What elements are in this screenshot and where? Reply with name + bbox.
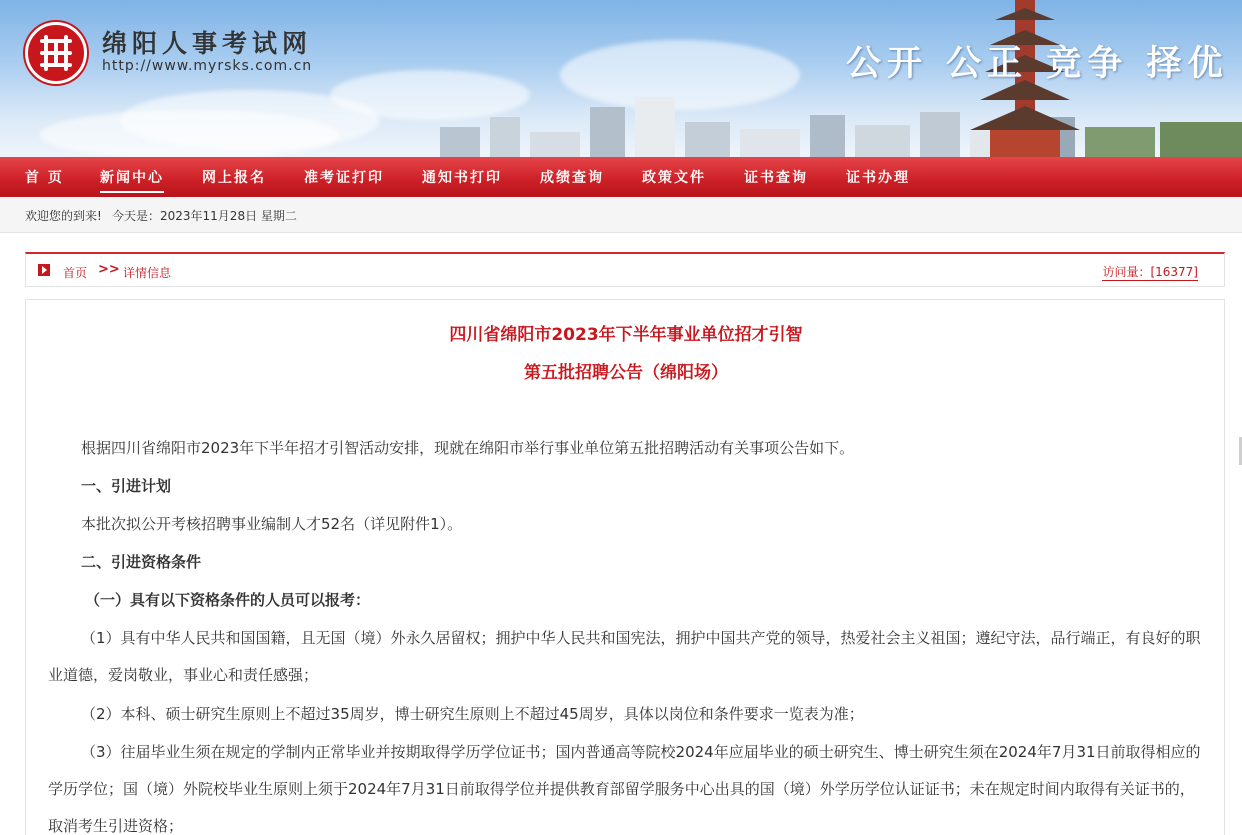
visit-count: 访问量：[16377]: [1102, 265, 1198, 279]
breadcrumb-separator: >>: [98, 262, 120, 277]
breadcrumb-home-link[interactable]: 首页: [63, 266, 88, 280]
banner-cloud: [40, 110, 340, 157]
site-url: http://www.myrsks.com.cn: [102, 58, 313, 74]
myrsks-logo-icon[interactable]: [25, 22, 87, 84]
main-nav: [0, 157, 1242, 197]
header-banner: [0, 0, 1242, 157]
nav-item-policy-documents[interactable]: 政策文件: [642, 170, 706, 186]
section1-text: 本批次拟公开考核招聘事业编制人才52名（详见附件1）。: [81, 515, 463, 533]
breadcrumb: [25, 252, 1225, 287]
nav-item-certificate-query[interactable]: 证书查询: [744, 170, 808, 186]
welcome-bar: [0, 197, 1242, 233]
section1-heading: 一、引进计划: [81, 477, 172, 495]
nav-item-news[interactable]: 新闻中心: [100, 167, 164, 193]
nav-item-score-query[interactable]: 成绩查询: [540, 170, 604, 186]
today-date: 今天是：2023年11月28日 星期二: [112, 209, 297, 223]
nav-item-certificate-handling[interactable]: 证书办理: [846, 170, 910, 186]
article-intro-paragraph: 根据四川省绵阳市2023年下半年招才引智活动安排，现就在绵阳市举行事业单位第五批招聘活动有关事项公告如下。: [81, 439, 855, 457]
site-name[interactable]: 绵阳人事考试网: [102, 29, 313, 58]
article-title-line1: 四川省绵阳市2023年下半年事业单位招才引智: [449, 325, 803, 345]
welcome-greeting: 欢迎您的到来!: [25, 209, 102, 223]
nav-item-notice-print[interactable]: 通知书打印: [422, 170, 502, 186]
nav-item-admission-ticket[interactable]: 准考证打印: [304, 170, 384, 186]
condition-3: （3）往届毕业生须在规定的学制内正常毕业并按期取得学历学位证书；国内普通高等院校2024年应届毕业的硕士研究生、博士研究生须在2024年7月31日前取得相应的学历学位；国（境）外院校毕业生原则上须于2024年7月31日前取得学位并提供教育部留学服务中心出具的国（境）外学历学位认证证书；未在规定时间内取得有关证书的，取消考生引进资格；: [48, 743, 1201, 835]
condition-1: （1）具有中华人民共和国国籍，且无国（境）外永久居留权；拥护中华人民共和国宪法，拥护中国共产党的领导，热爱社会主义祖国；遵纪守法，品行端正，有良好的职业道德，爱岗敬业，事业心和责任感强；: [48, 629, 1201, 684]
article-content: [25, 299, 1225, 835]
nav-item-home[interactable]: 首 页: [25, 170, 64, 186]
city-skyline-image: [430, 87, 1242, 157]
condition-2: （2）本科、硕士研究生原则上不超过35周岁，博士研究生原则上不超过45周岁，具体以岗位和条件要求一览表为准；: [81, 705, 864, 723]
sub1-heading: （一）具有以下资格条件的人员可以报考：: [85, 591, 371, 609]
play-arrow-icon: [38, 264, 50, 276]
section2-heading: 二、引进资格条件: [81, 553, 202, 571]
nav-item-online-registration[interactable]: 网上报名: [202, 170, 266, 186]
site-slogan: 公开 公正 竞争 择优: [846, 44, 1229, 84]
breadcrumb-current: 详情信息: [123, 266, 172, 280]
article-title-line2: 第五批招聘公告（绵阳场）: [524, 363, 728, 383]
